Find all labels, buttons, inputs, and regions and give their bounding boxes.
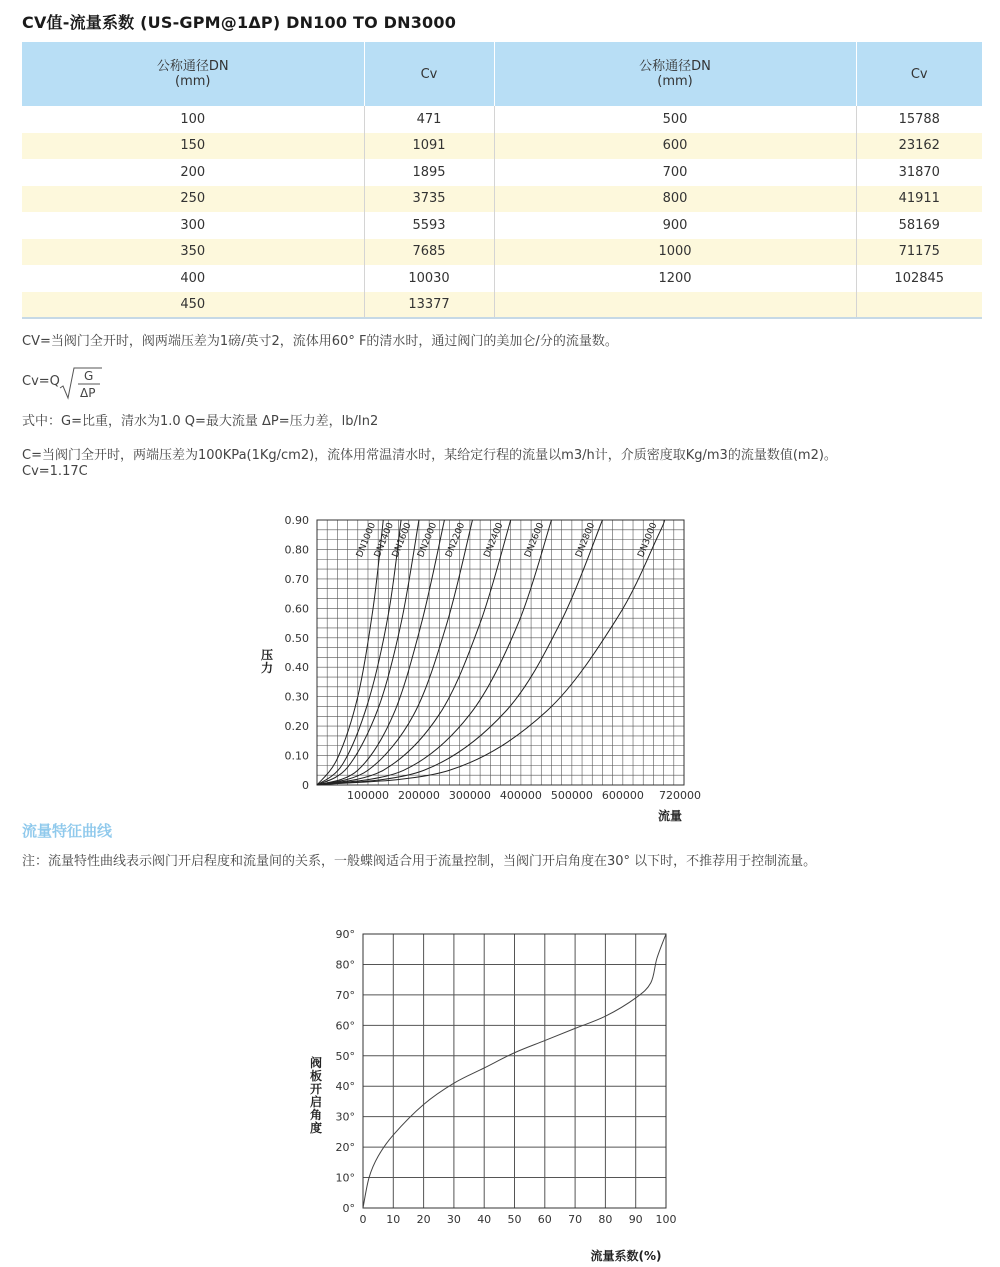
- series-label: DN1000: [355, 521, 379, 560]
- y-tick-label: 80°: [335, 958, 355, 972]
- table-cell: [494, 292, 856, 319]
- table-cell: 58169: [898, 217, 940, 233]
- table-cell: 500: [494, 106, 856, 133]
- table-cell: 3735: [364, 186, 494, 213]
- x-tick-label: 500000: [550, 789, 593, 802]
- y-tick-label: 0.90: [284, 514, 309, 527]
- x-tick-label: 30: [446, 1213, 461, 1226]
- table-cell: 5593: [364, 212, 494, 239]
- formula-numerator: G: [84, 369, 94, 383]
- x-tick-label: 600000: [601, 789, 644, 802]
- table-row: [22, 265, 982, 292]
- table-cell: 100: [22, 106, 364, 133]
- y-tick-label: 90°: [335, 928, 355, 941]
- x-tick-label: 100: [655, 1213, 677, 1226]
- formula-legend: 式中：G=比重，清水为1.0 Q=最大流量 ΔP=压力差，lb/In2: [22, 414, 379, 429]
- y-tick-label: 0.70: [284, 572, 309, 586]
- series-label: DN3000: [636, 521, 660, 560]
- x-tick-label: 720000: [659, 789, 701, 802]
- table-cell: 250: [22, 186, 364, 213]
- series-line-dn3000: [317, 520, 665, 785]
- x-tick-label: 40: [477, 1213, 492, 1226]
- plot-frame: [317, 520, 684, 785]
- y-tick-label: 60°: [335, 1019, 355, 1033]
- x-tick-label: 50: [507, 1213, 522, 1226]
- y-axis-label: 度: [309, 1121, 323, 1135]
- table-cell: [856, 292, 982, 319]
- y-tick-label: 40°: [335, 1080, 355, 1094]
- cv-definition: CV=当阀门全开时，阀两端压差为1磅/英寸2，流体用60° F的清水时，通过阀门的美加仑/分的流量数。: [22, 334, 618, 349]
- y-tick-label: 0.20: [284, 720, 309, 734]
- x-tick-label: 400000: [499, 789, 542, 802]
- table-row: [22, 133, 982, 160]
- table-row: [22, 292, 982, 319]
- table-cell: 1895: [364, 159, 494, 186]
- x-tick-label: 20: [416, 1213, 431, 1226]
- y-tick-label: 10°: [335, 1171, 355, 1185]
- y-tick-label: 50°: [335, 1049, 355, 1063]
- x-tick-label: 60: [537, 1213, 552, 1226]
- section-title: 流量特征曲线: [22, 822, 113, 840]
- y-tick-label: 0.80: [284, 543, 309, 557]
- header-dn-right: 公称通径DN (mm): [494, 42, 856, 106]
- table-cell: 102845: [894, 270, 945, 286]
- formula-denominator: ΔP: [80, 386, 96, 400]
- table-cell: 13377: [364, 292, 494, 319]
- table-row: [22, 212, 982, 239]
- table-header-row: [22, 42, 982, 106]
- series-line-dn2800: [317, 520, 602, 785]
- y-tick-label: 0.30: [284, 690, 309, 704]
- table-cell: 300: [22, 212, 364, 239]
- page-title: CV值-流量系数 (US-GPM@1ΔP) DN100 TO DN3000: [22, 13, 457, 32]
- table-cell: 15788: [898, 111, 940, 127]
- x-tick-label: 10: [386, 1213, 401, 1226]
- series-line-opening: [363, 934, 666, 1208]
- table-cell: 7685: [364, 239, 494, 266]
- table-cell: 900: [494, 212, 856, 239]
- y-axis-label: 启: [309, 1095, 323, 1109]
- y-axis-label: 角: [309, 1108, 323, 1122]
- y-tick-label: 0°: [342, 1202, 355, 1215]
- plot-frame: [363, 934, 666, 1208]
- x-axis-label: 流量: [657, 809, 683, 823]
- table-cell: 31870: [898, 164, 940, 180]
- table-cell: 71175: [856, 239, 982, 266]
- y-tick-label: 20°: [335, 1141, 355, 1155]
- table-cell: 23162: [856, 133, 982, 160]
- series-line-dn1400: [317, 520, 401, 785]
- cv-table: [22, 42, 982, 319]
- y-tick-label: 0: [302, 779, 309, 792]
- y-tick-label: 0.60: [284, 602, 309, 616]
- x-tick-label: 90: [628, 1213, 643, 1226]
- table-cell: 200: [22, 159, 364, 186]
- table-row: [22, 159, 982, 186]
- series-label: DN2600: [523, 521, 547, 560]
- header-cv-right: Cv: [856, 42, 982, 106]
- series-label: DN2000: [416, 521, 440, 560]
- x-tick-label: 300000: [448, 789, 491, 802]
- y-tick-label: 30°: [335, 1110, 355, 1124]
- series-line-dn2400: [317, 520, 511, 785]
- table-cell: 600: [494, 133, 856, 160]
- table-cell: 450: [22, 292, 364, 319]
- header-dn-left: 公称通径DN (mm): [22, 42, 364, 106]
- y-axis-label: 阀: [309, 1056, 323, 1070]
- y-axis-label: 开: [309, 1082, 323, 1096]
- c-relation: Cv=1.17C: [22, 464, 88, 479]
- x-tick-label: 80: [598, 1213, 613, 1226]
- y-tick-label: 0.40: [284, 661, 309, 675]
- x-tick-label: 0: [359, 1213, 367, 1226]
- series-line-dn1600: [317, 520, 419, 785]
- x-tick-label: 200000: [397, 789, 440, 802]
- y-axis-label: 板: [309, 1069, 323, 1083]
- series-line-dn2200: [317, 520, 472, 785]
- y-tick-label: 0.50: [284, 631, 309, 645]
- series-label: DN1600: [390, 521, 414, 560]
- series-label: DN1400: [372, 521, 396, 560]
- table-cell: 400: [22, 265, 364, 292]
- header-cv-left: Cv: [364, 42, 494, 106]
- note-text: 注：流量特性曲线表示阀门开启程度和流量间的关系，一般蝶阀适合用于流量控制，当阀门开启角度在30° 以下时，不推荐用于控制流量。: [22, 854, 817, 869]
- table-cell: 350: [22, 239, 364, 266]
- x-tick-label: 70: [568, 1213, 583, 1226]
- table-cell: 1000: [494, 239, 856, 266]
- x-axis-label: 流量系数(%): [590, 1249, 662, 1263]
- table-row: [22, 106, 982, 133]
- series-line-dn2000: [317, 520, 444, 785]
- table-row: [22, 186, 982, 213]
- series-label: DN2400: [482, 521, 506, 560]
- table-cell: 1091: [364, 133, 494, 160]
- table-cell: 41911: [856, 186, 982, 213]
- series-label: DN2200: [444, 521, 468, 560]
- table-cell: 1200: [494, 265, 856, 292]
- y-tick-label: 70°: [335, 988, 355, 1002]
- table-cell: 800: [494, 186, 856, 213]
- series-line-dn2600: [317, 520, 551, 785]
- x-tick-label: 100000: [346, 789, 389, 802]
- formula-lhs: Cv=Q: [22, 374, 60, 389]
- series-line-dn1000: [317, 520, 383, 785]
- table-cell: 150: [22, 133, 364, 160]
- y-axis-label: 压: [260, 648, 274, 662]
- table-cell: 700: [494, 159, 856, 186]
- table-cell: 10030: [364, 265, 494, 292]
- y-tick-label: 0.10: [284, 749, 309, 763]
- table-cell: 471: [364, 106, 494, 133]
- c-definition: C=当阀门全开时，两端压差为100KPa(1Kg/cm2)，流体用常温清水时，某给定行程的流量以m3/h计，介质密度取Kg/m3的流量数值(m2)。: [22, 448, 837, 463]
- series-label: DN2800: [574, 521, 598, 560]
- table-row: [22, 239, 982, 266]
- sqrt-sign-icon: [22, 366, 112, 400]
- y-axis-label: 力: [260, 661, 274, 675]
